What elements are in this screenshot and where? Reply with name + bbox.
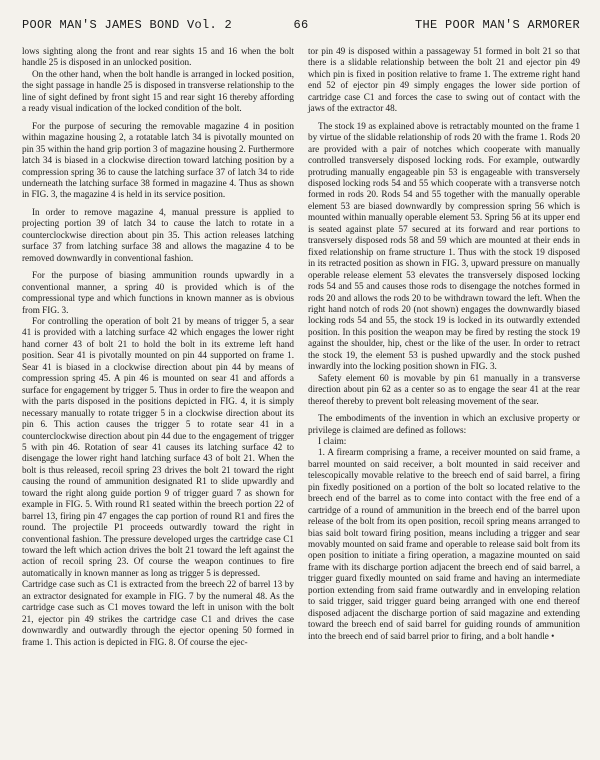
claim-paragraph: 1. A firearm comprising a frame, a receiver mounted on said frame, a barrel mounted on said receiver, a bolt mounted in said receiver and telescopically movable relative to the breech end of said barrel, a firing pin fixedly positioned on a portion of the bolt so located relative to the breech end of the barrel as to come into contact with the free end of a cartridge of a round of ammunition in the breech end of the barrel upon release of the bolt from its open position, recoil spring means arranged to bias said bolt toward firing position, means including a trigger and sear movably mounted on said frame and operable to release said bolt from its open position to initiate a firing operation, a magazine mounted on said frame with its discharge portion adjacent the breech end of said barrel, a trigger guard fixedly mounted on said frame and having an intermediate portion extending from said frame outwardly and in enveloping relation to said trigger, said trigger guard being arranged with one end thereof disposed adjacent the discharge portion of said magazine and extending toward the breech end of said barrel for guiding rounds of ammunition into the breech end of said barrel prior to firing, and a bolt handle • — [308, 447, 580, 641]
header-series-title: THE POOR MAN'S ARMORER — [414, 18, 580, 32]
left-column — [22, 46, 294, 648]
running-header — [22, 18, 580, 32]
paragraph: On the other hand, when the bolt handle is arranged in locked position, the sight passage in handle 25 is disposed in transverse relationship to the line of sight defined by front sight 15 and rear sight 16 thereby affording a ready visual indication of the locked condition of the bolt. — [22, 68, 294, 114]
paragraph: The embodiments of the invention in which an exclusive property or privilege is claimed are defined as follows: — [308, 413, 580, 435]
paragraph: I claim: — [318, 435, 347, 446]
paragraph: Cartridge case such as C1 is extracted from the breech 22 of barrel 13 by an extractor designated for example in FIG. 7 by the numeral 48. As the cartridge case such as C1 moves toward the left in unison with the bolt 21, ejector pin 49 strikes the cartridge case C1 and drives the case downwardly and outwardly through the ejector opening 50 formed in frame 1. This action is depicted in FIG. 8. Of course the ejec- — [22, 579, 294, 647]
body-columns — [22, 46, 580, 648]
paragraph: The stock 19 as explained above is retractably mounted on the frame 1 by virtue of the slidable relationship of rods 20 with the frame 1. Rods 20 are provided with a pair of notches which cooperate with manually controlled transversely disposed locking rods. For example, outwardly protruding manually engageable pin 53 is engageable with transversely disposed locking rods 54 and 55 which cooperate with a transverse notch formed in rods 20. Rods 54 and 55 together with the manually operable element 53 are biased downwardly by compression spring 56 which is mounted within manually operable element 53. Spring 56 at its upper end is seated against plate 57 secured at its forward and rear portions to transversely disposed rods 58 and 59 which are mounted at their ends in fixed relationship on frame structure 1. Thus with the stock 19 disposed in its retracted position as shown in FIG. 3, upward pressure on manually operable release element 53 elevates the transversely disposed locking rods 54 and 55 and causes those rods to disengage the notches formed in rods 20 and allows the rods 20 to be withdrawn toward the left. When the right hand notch of rods 20 (not shown) engages the downwardly biased locking rods 54 and 55, the stock 19 is locked in its outwardly extended position. In this position the weapon may be fired by resting the stock 19 against the shoulder, hip, chest or the like of the user. In order to retract the stock 19, the element 53 is pushed upwardly and the stock pushed inwardly into the locking position shown in FIG. 3. — [308, 120, 580, 372]
paragraph: For controlling the operation of bolt 21 by means of trigger 5, a sear 41 is provided with a latching surface 42 which engages the lower right hand corner 43 of bolt 21 to hold the bolt in its extreme left hand position. Sear 41 is pivotally mounted on pin 44 supported on frame 1. Sear 41 is biased in a clockwise direction about pin 44 by means of compression spring 45. A pin 46 is mounted on sear 41 and affords a surface for engagement by trigger 5. Thus in order to fire the weapon and with the parts disposed in the positions depicted in FIG. 4, it is simply necessary manually to rotate trigger 5 in a clockwise direction about its pin 6. This action causes the trigger 5 to rotate sear 41 in a counterclockwise direction about pin 44 due to the engagement of trigger 5 with pin 46. Rotation of sear 41 causes its latching surface 42 to disengage the lower right hand latching surface 43 of bolt 21. When the bolt is thus released, recoil spring 23 drives the bolt 21 toward the right causing the round of ammunition designated R1 to slide upwardly and toward the right along guide portion 9 of trigger guard 7 as shown for example in FIG. 5. With round R1 seated within the breech portion 22 of barrel 13, firing pin 47 engages the cap portion of round R1 and fires the round. The projectile P1 proceeds outwardly toward the right in conventional fashion. The pressure developed urges the cartridge case C1 toward the left which action drives the bolt 21 toward the left against the action of recoil spring 23. Of course the weapon continues to fire automatically in known manner as long as trigger 5 is depressed. — [22, 315, 294, 578]
paragraph: lows sighting along the front and rear sights 15 and 16 when the bolt handle 25 is disposed in an unlocked position. — [22, 46, 294, 68]
paragraph: For the purpose of biasing ammunition rounds upwardly in a conventional manner, a spring 40 is provided which is of the compressional type and which functions in known manner as is obvious from FIG. 3. — [22, 270, 294, 315]
header-book-title: POOR MAN'S JAMES BOND Vol. 2 — [22, 18, 233, 32]
right-column — [308, 46, 580, 648]
paragraph: tor pin 49 is disposed within a passageway 51 formed in bolt 21 so that there is a slidable relationship between the bolt 21 and ejector pin 49 which pin is fixed in position relative to frame 1. The extreme right hand end 52 of ejector pin 49 simply engages the lower side portion of cartridge case C1 and forces the case to swing out of contact with the jaws of the extractor 48. — [308, 46, 580, 114]
paragraph: Safety element 60 is movable by pin 61 manually in a transverse direction about pin 62 as a center so as to engage the sear 41 at the rear thereof thereby to prevent bolt releasing movement of the sear. — [308, 372, 580, 406]
paragraph: For the purpose of securing the removable magazine 4 in position within magazine housing 2, a rotatable latch 34 is pivotally mounted on pin 35 within the hand grip portion 3 of magazine housing 2. Furthermore latch 34 is biased in a clockwise direction toward latching position by a compression spring 36 to cause the latching surface 37 of latch 34 to ride underneath the latching surface 38 formed in magazine 4. Thus as shown in FIG. 3, the magazine 4 is held in its service position. — [22, 120, 294, 200]
page-number: 66 — [293, 18, 309, 32]
paragraph: In order to remove magazine 4, manual pressure is applied to projecting portion 39 of latch 34 to cause the latch to rotate in a counterclockwise direction about pin 35. This action releases latching surface 37 from latching surface 38 and allows the magazine 4 to be removed downwardly in conventional fashion. — [22, 206, 294, 263]
